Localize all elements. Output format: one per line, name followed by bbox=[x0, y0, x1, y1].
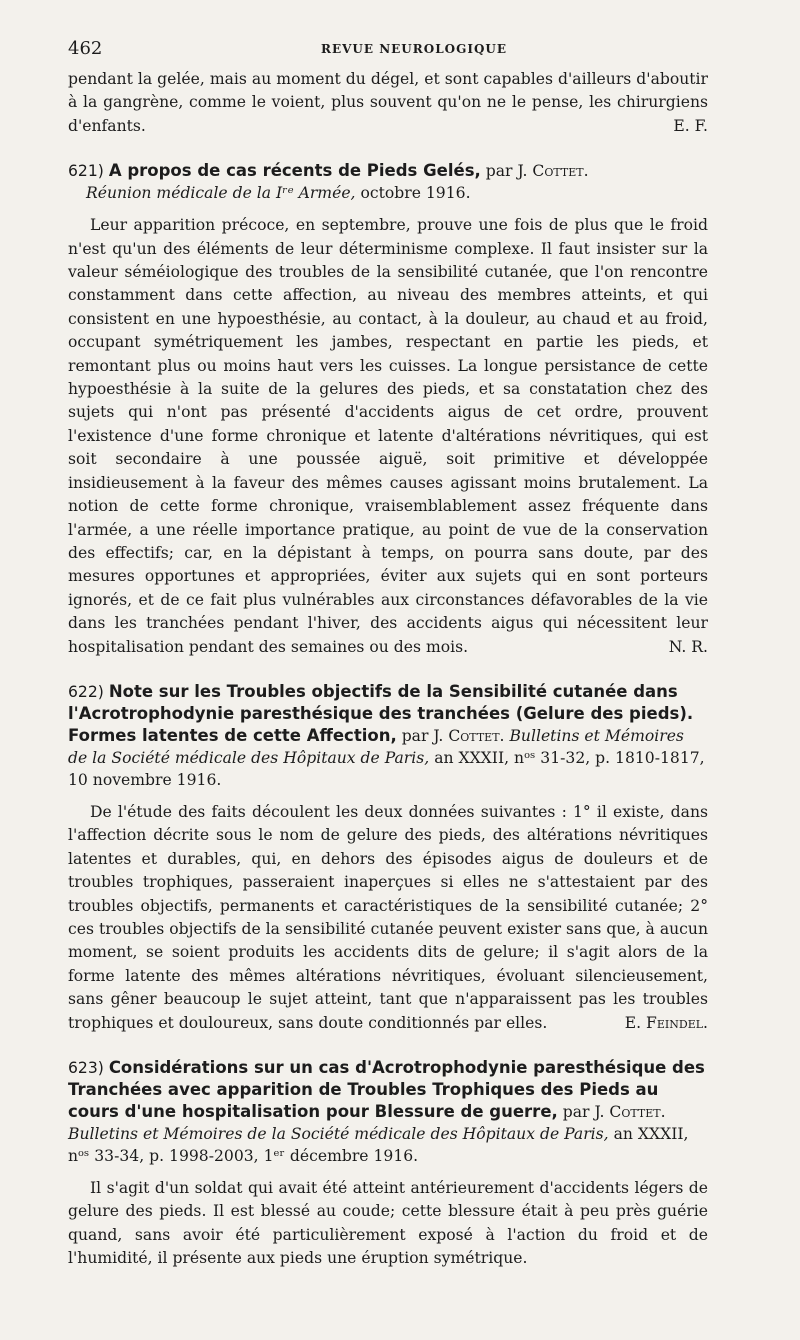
entry-title: A propos de cas récents de Pieds Gelés, bbox=[108, 161, 481, 181]
entry-heading bbox=[68, 160, 708, 204]
entry-source: Bulletins et Mémoires de la Société médicale des Hôpitaux de Paris, bbox=[68, 726, 684, 767]
entry-heading bbox=[68, 1057, 708, 1167]
entry-author: Cottet. bbox=[448, 726, 505, 745]
entry-title: Considérations sur un cas d'Acrotrophodynie paresthésique des Tranchées avec apparition de Troubles Trophiques des Pieds au cours d'une hospitalisation pour Blessure de guerre, bbox=[68, 1058, 705, 1121]
entry-number: 622) bbox=[68, 682, 104, 701]
page-number: 462 bbox=[68, 38, 103, 59]
abstract-entry-621 bbox=[68, 160, 708, 659]
entry-source-details: octobre 1916. bbox=[360, 184, 471, 203]
intro-signature: E. F. bbox=[673, 116, 708, 135]
entry-source-details: an XXXII, nᵒˢ 33-34, p. 1998-2003, 1ᵉʳ décembre 1916. bbox=[68, 1125, 689, 1165]
entry-body: Il s'agit d'un soldat qui avait été atteint antérieurement d'accidents légers de gelure des pieds. Il est blessé au coude; cette blessure était à peu près guérie quand, sans avoir été particulièrement exposé à l'action du froid et de l'humidité, il présente aux pieds une éruption symétrique. bbox=[68, 1179, 708, 1268]
intro-text: pendant la gelée, mais au moment du dégel, et sont capables d'ailleurs d'aboutir à la gangrène, comme le voient, plus souvent qu'on ne le pense, les chirurgiens d'enfants. bbox=[68, 70, 708, 135]
entry-by: par J. bbox=[485, 162, 528, 181]
entry-heading bbox=[68, 681, 708, 791]
entry-body: Leur apparition précoce, en septembre, prouve une fois de plus que le froid n'est qu'un des éléments de leur déterminisme complexe. Il faut insister sur la valeur séméiologique des troubles de la sensibilité cutanée, que l'on rencontre constamment dans cette affection, au niveau des membres atteints, et qui consistent en une hypoesthésie, au contact, à la douleur, au chaud et au froid, occupant symétriquement les jambes, respectant en partie les pieds, et remontant plus ou moins haut vers les cuisses. La longue persistance de cette hypoesthésie à la suite de la gelures des pieds, et sa constatation chez des sujets qui n'ont pas présenté d'accidents aigus de cet ordre, prouvent l'existence d'une forme chronique et latente d'altérations névritiques, qui est soit secondaire à une poussée aiguë, soit primitive et développée insidieusement à la faveur des mêmes causes agissant moins brutalement. La notion de cette forme chronique, vraisemblablement assez fréquente dans l'armée, a une réelle importance pratique, au point de vue de la conservation des effectifs; car, en la dépistant à temps, on pourra sans doute, par des mesures opportunes et appropriées, éviter aux sujets qui en sont porteurs ignorés, et de ce fait plus vulnérables aux circonstances défavorables de la vie dans les tranchées pendant l'hiver, des accidents aigus qui nécessitent leur hospitalisation pendant des semaines ou des mois. bbox=[68, 216, 708, 656]
intro-paragraph bbox=[68, 68, 708, 138]
entry-number: 623) bbox=[68, 1059, 104, 1077]
entry-by: par J. bbox=[562, 1103, 605, 1121]
abstract-entry-623 bbox=[68, 1057, 708, 1271]
entry-source: Réunion médicale de la Iʳᵉ Armée, bbox=[86, 184, 356, 203]
entry-signature: E. Feindel. bbox=[624, 1013, 708, 1032]
entry-author: Cottet. bbox=[532, 162, 589, 181]
abstract-entry-622 bbox=[68, 681, 708, 1035]
page-header bbox=[68, 38, 760, 62]
entry-signature: N. R. bbox=[668, 637, 708, 656]
entry-body: De l'étude des faits découlent les deux données suivantes : 1° il existe, dans l'affection décrite sous le nom de gelure des pieds, des altérations névritiques latentes et durables, qui, en dehors des épisodes aigus de douleurs et de troubles trophiques, passeraient inaperçues si elles ne s'attestaient par des troubles objectifs, permanents et caractéristiques de la sensibilité cutanée; 2° ces troubles objectifs de la sensibilité cutanée peuvent exister sans que, à aucun moment, se soient produits les accidents dits de gelure; il s'agit alors de la forme latente des mêmes altérations névritiques, évoluant silencieusement, sans gêner beaucoup le sujet atteint, tant que n'apparaissent pas les troubles trophiques et douloureux, sans doute conditionnés par elles. bbox=[68, 802, 708, 1032]
entry-by: par J. bbox=[401, 726, 444, 745]
entry-author: Cottet. bbox=[609, 1103, 666, 1121]
entry-source: Bulletins et Mémoires de la Société médicale des Hôpitaux de Paris, bbox=[68, 1125, 609, 1143]
page-content bbox=[68, 68, 708, 1271]
entry-title: Note sur les Troubles objectifs de la Sensibilité cutanée dans l'Acrotrophodynie paresthésique des tranchées (Gelure des pieds). Formes latentes de cette Affection, bbox=[68, 681, 694, 745]
entry-source-details: an XXXII, nᵒˢ 31-32, p. 1810-1817, 10 novembre 1916. bbox=[68, 748, 705, 789]
running-title: REVUE NEUROLOGIQUE bbox=[320, 42, 508, 56]
entry-number: 621) bbox=[68, 162, 104, 181]
